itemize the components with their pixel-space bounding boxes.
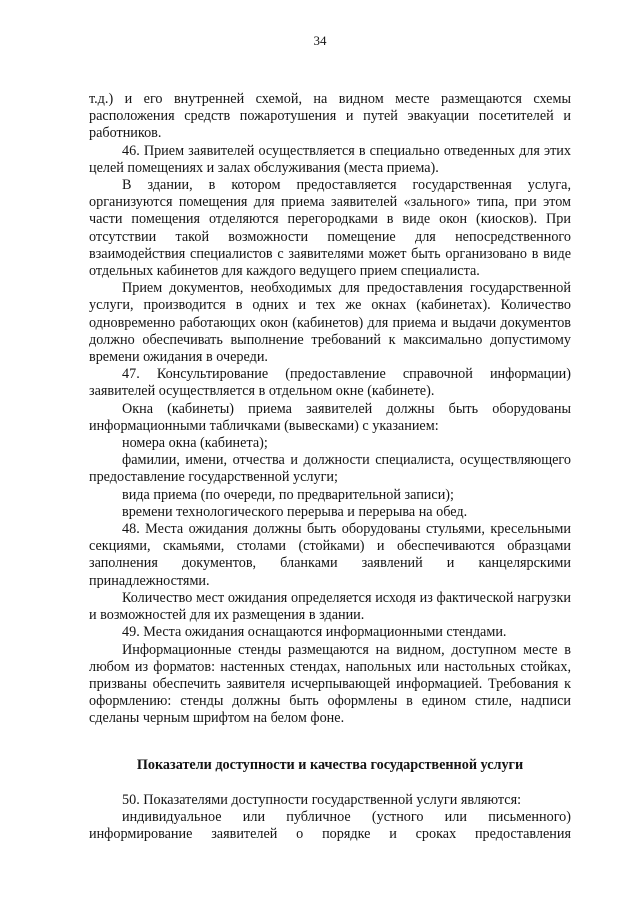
page-number: 34 bbox=[313, 33, 327, 48]
list-item: времени технологического перерыва и перерыва на обед. bbox=[122, 503, 468, 520]
paragraph: 47. Консультирование (предоставление справочной информации) заявителей осуществляется в отдельном окне (кабинете). bbox=[89, 366, 571, 400]
paragraph: 49. Места ожидания оснащаются информационными стендами. bbox=[122, 624, 507, 641]
paragraph: Прием документов, необходимых для предоставления государственной услуги, производится в одних и тех же окнах (кабинетах). Количество одновременно работающих окон (кабинетов) для приема и выдачи документов должно обеспечивать выполнение требований к максимально допустимому времени ожидания в очереди. bbox=[89, 280, 571, 366]
section-heading: Показатели доступности и качества государственной услуги bbox=[136, 757, 524, 773]
paragraph: Окна (кабинеты) приема заявителей должны быть оборудованы информационными табличками (вывесками) с указанием: bbox=[89, 400, 571, 434]
paragraph: Информационные стенды размещаются на видном, доступном месте в любом из форматов: настенных стендах, напольных или настольных стойках, призваны обеспечить заявителя исчерпывающей информацией. Требования к оформлению: стенды должны быть оформлены в едином стиле, надписи сделаны черным шрифтом на белом фоне. bbox=[89, 641, 571, 727]
list-item: номера окна (кабинета); bbox=[122, 435, 268, 452]
document-body-continued bbox=[89, 792, 571, 844]
paragraph: Количество мест ожидания определяется исходя из фактической нагрузки и возможностей для их размещения в здании. bbox=[89, 589, 571, 624]
list-item: вида приема (по очереди, по предварительной записи); bbox=[122, 486, 454, 503]
paragraph: В здании, в котором предоставляется государственная услуга, организуются помещения для приема заявителей «зального» типа, при этом части помещения отделяются перегородками в виде окон (киосков). При отсутствии такой возможности помещение для непосредственного взаимодействия специалистов с заявителями может быть организовано в виде отдельных кабинетов для каждого ведущего прием специалиста. bbox=[89, 177, 571, 280]
paragraph: 46. Прием заявителей осуществляется в специально отведенных для этих целей помещениях и залах обслуживания (места приема). bbox=[89, 142, 571, 176]
paragraph: т.д.) и его внутренней схемой, на видном месте размещаются схемы расположения средств пожаротушения и путей эвакуации посетителей и работников. bbox=[89, 91, 571, 142]
paragraph: индивидуальное или публичное (устного или письменного) информирование заявителей о порядке и сроках предоставления bbox=[89, 809, 571, 843]
document-body bbox=[89, 91, 571, 728]
paragraph: 50. Показателями доступности государственной услуги являются: bbox=[122, 792, 522, 808]
list-item: фамилии, имени, отчества и должности специалиста, осуществляющего предоставление государственной услуги; bbox=[89, 452, 571, 486]
paragraph: 48. Места ожидания должны быть оборудованы стульями, кресельными секциями, скамьями, столами (стойками) и обеспечиваются образцами заполнения документов, бланками заявлений и канцелярскими принадлежностями. bbox=[89, 521, 571, 589]
